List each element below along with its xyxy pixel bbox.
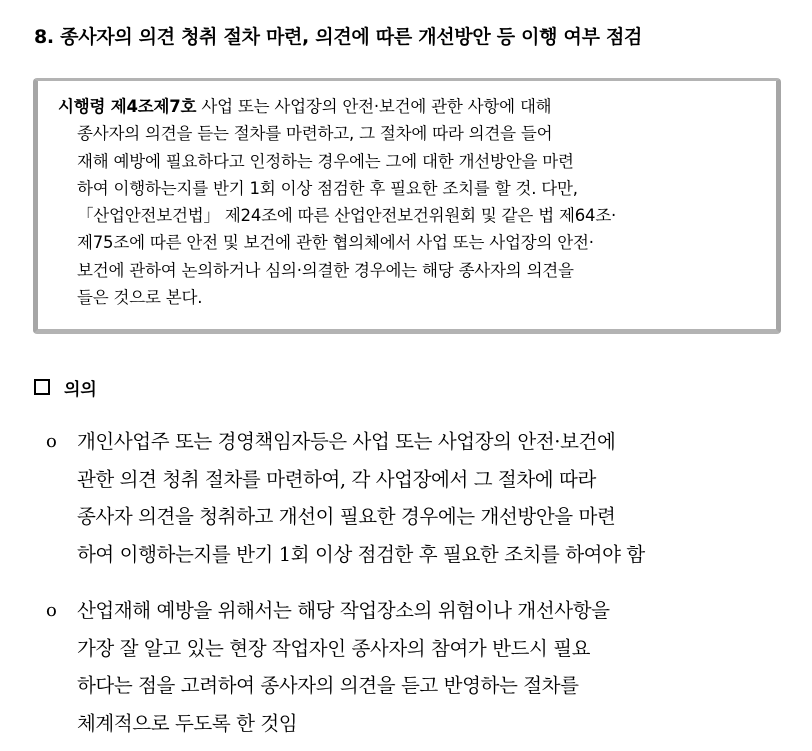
provision-text: 사업 또는 사업장의 안전·보건에 관한 사항에 대해 [196, 97, 552, 116]
paragraph-1 [46, 423, 796, 573]
page-heading: 8. 종사자의 의견 청취 절차 마련, 의견에 따른 개선방안 등 이행 여부 점검 [34, 26, 643, 48]
legal-provision-box [33, 78, 781, 334]
checkbox-square-icon [34, 379, 50, 395]
provision-line [58, 93, 768, 120]
paragraph-line: 하여 이행하는지를 반기 1회 이상 점검한 후 필요한 조치를 하여야 함 [77, 542, 645, 566]
section-title [34, 372, 97, 402]
paragraph-line: 체계적으로 두도록 한 것임 [77, 711, 298, 735]
provision-line: 보건에 관하여 논의하거나 심의·의결한 경우에는 해당 종사자의 의견을 [77, 260, 574, 280]
paragraph-2 [46, 592, 796, 742]
provision-reference: 시행령 제4조제7호 [58, 97, 197, 116]
paragraph-line: 관한 의견 청취 절차를 마련하여, 각 사업장에서 그 절차에 따라 [77, 467, 596, 491]
legal-provision-text [58, 93, 768, 311]
paragraph-line: 종사자 의견을 청취하고 개선이 필요한 경우에는 개선방안을 마련 [77, 505, 616, 529]
bullet-circle-icon: o [46, 600, 57, 621]
paragraph-line: 가장 잘 알고 있는 현장 작업자인 종사자의 참여가 반드시 필요 [77, 636, 591, 660]
section-label: 의의 [64, 379, 97, 400]
provision-line: 제75조에 따른 안전 및 보건에 관한 협의체에서 사업 또는 사업장의 안전· [77, 233, 594, 253]
paragraph-line [46, 592, 796, 630]
provision-line: 종사자의 의견을 듣는 절차를 마련하고, 그 절차에 따라 의견을 들어 [77, 124, 553, 144]
provision-line: 하여 이행하는지를 반기 1회 이상 점검한 후 필요한 조치를 할 것. 다만, [77, 178, 578, 198]
provision-line: 재해 예방에 필요하다고 인정하는 경우에는 그에 대한 개선방안을 마련 [77, 151, 574, 171]
provision-line: 들은 것으로 본다. [77, 288, 203, 308]
paragraph-text: 개인사업주 또는 경영책임자등은 사업 또는 사업장의 안전·보건에 [77, 430, 616, 453]
provision-line: 「산업안전보건법」 제24조에 따른 산업안전보건위원회 및 같은 법 제64조· [77, 206, 617, 226]
bullet-circle-icon: o [46, 431, 57, 452]
paragraph-line: 하다는 점을 고려하여 종사자의 의견을 듣고 반영하는 절차를 [77, 674, 579, 698]
paragraph-text: 산업재해 예방을 위해서는 해당 작업장소의 위험이나 개선사항을 [77, 599, 610, 622]
paragraph-line [46, 423, 796, 461]
